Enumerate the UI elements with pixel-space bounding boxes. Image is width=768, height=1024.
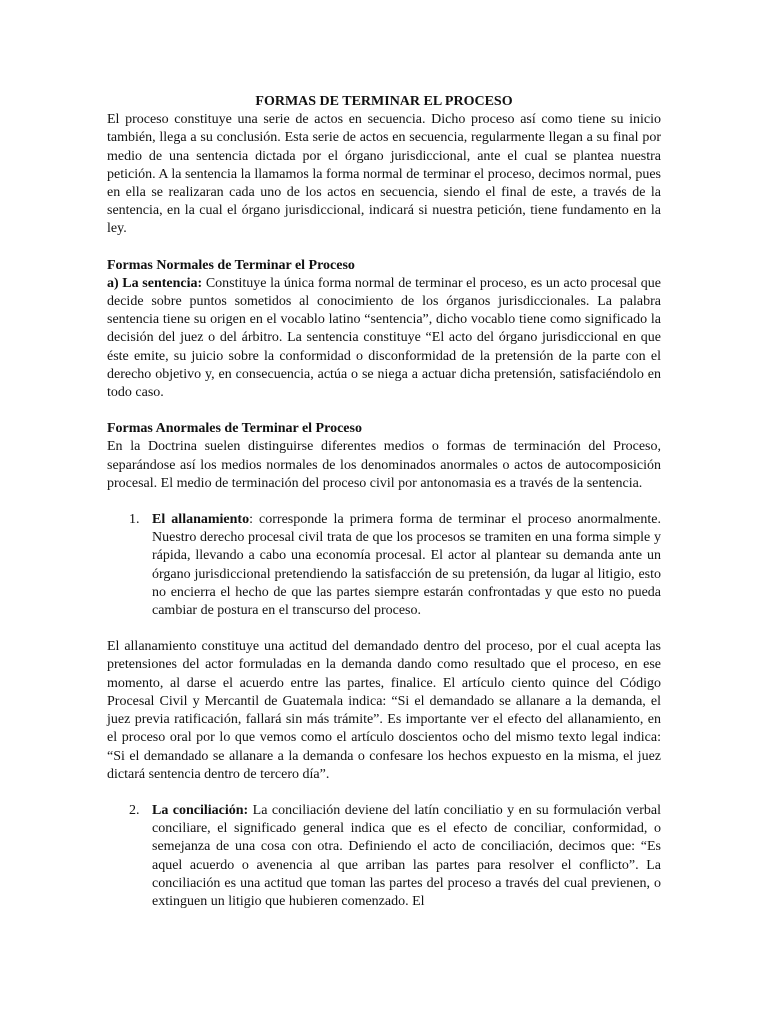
conciliacion-label: La conciliación: — [152, 802, 249, 818]
abnormal-paragraph: En la Doctrina suelen distinguirse diferentes medios o formas de terminación del Proceso, separándose así los medios normales de los denominados anormales o actos de autocomposición procesal. El medio de terminación del proceso civil por antonomasia es a través de la sentencia. — [107, 439, 661, 491]
list-item-conciliacion — [107, 802, 661, 911]
sentencia-paragraph — [107, 275, 661, 402]
intro-paragraph: El proceso constituye una serie de actos en secuencia. Dicho proceso así como tiene su inicio también, llega a su conclusión. Esta serie de actos en secuencia, regularmente llegan a su final por medio de una sentencia dictada por el órgano jurisdiccional, ante el cual se plantea nuestra petición. A la sentencia la llamamos la forma normal de terminar el proceso, decimos normal, pues en ella se realizaran cada uno de los actos en secuencia, siendo el final de este, a través de la sentencia, en la cual el órgano jurisdiccional, indicará si nuestra petición, tiene fundamento en la ley. — [107, 112, 661, 237]
sentencia-label: a) La sentencia: — [107, 275, 203, 291]
conciliacion-text: La conciliación deviene del latín conciliatio y en su formulación verbal conciliare, el significado general indica que es el efecto de conciliar, conformidad, o semejanza de una cosa con otra. Definiendo el acto de conciliación, decimos que: “Es aquel acuerdo o avenencia al que arriban las partes para resolver el conflicto”. La conciliación es una actitud que toman las partes del proceso a través del cual previenen, o extinguen un litigio que hubieren comenzado. El — [152, 802, 661, 909]
document-body — [107, 93, 661, 911]
list-item-allanamiento — [107, 511, 661, 620]
sentencia-text: Constituye la única forma normal de terminar el proceso, es un acto procesal que decide sobre puntos sometidos al conocimiento de los órganos jurisdiccionales. La palabra sentencia tiene su origen en el vocablo latino “sentencia”, dicho vocablo tiene como significado la decisión del juez o del árbitro. La sentencia constituye “El acto del órgano jurisdiccional en que éste emite, su juicio sobre la conformidad o disconformidad de la pretensión de la parte con el derecho objetivo y, en consecuencia, actúa o se niega a actuar dicha pretensión, satisfaciéndolo en todo caso. — [107, 275, 661, 401]
normal-forms-heading: Formas Normales de Terminar el Proceso — [107, 257, 355, 273]
allanamiento-text: : corresponde la primera forma de terminar el proceso anormalmente. Nuestro derecho procesal civil trata de que los procesos se tramiten en una forma simple y rápida, llevando a cabo una economía procesal. El actor al plantear su demanda ante un órgano jurisdiccional pretendiendo la satisfacción de su pretensión, da lugar al litigio, esto no encierra el hecho de que las partes siempre estarán confrontadas y que esto no pueda cambiar de postura en el transcurso del proceso. — [152, 512, 662, 619]
abnormal-forms-heading: Formas Anormales de Terminar el Proceso — [107, 421, 362, 437]
list-number: 2. — [129, 802, 140, 818]
allanamiento-label: El allanamiento — [152, 512, 250, 528]
allanamiento-paragraph: El allanamiento constituye una actitud del demandado dentro del proceso, por el cual acepta las pretensiones del actor formuladas en la demanda dando como resultado que el proceso, en ese momento, al darse el acuerdo entre las partes, finalice. El artículo ciento quince del Código Procesal Civil y Mercantil de Guatemala indica: “Si el demandado se allanare a la demanda, el juez previa ratificación, fallará sin más trámite”. Es importante ver el efecto del allanamiento, en el proceso oral por lo que vemos como el artículo doscientos ocho del mismo texto legal indica: “Si el demandado se allanare a la demanda o confesare los hechos expuesto en la misma, el juez dictará sentencia dentro de tercero día”. — [107, 639, 661, 782]
document-title: FORMAS DE TERMINAR EL PROCESO — [255, 94, 513, 109]
list-number: 1. — [129, 512, 140, 528]
